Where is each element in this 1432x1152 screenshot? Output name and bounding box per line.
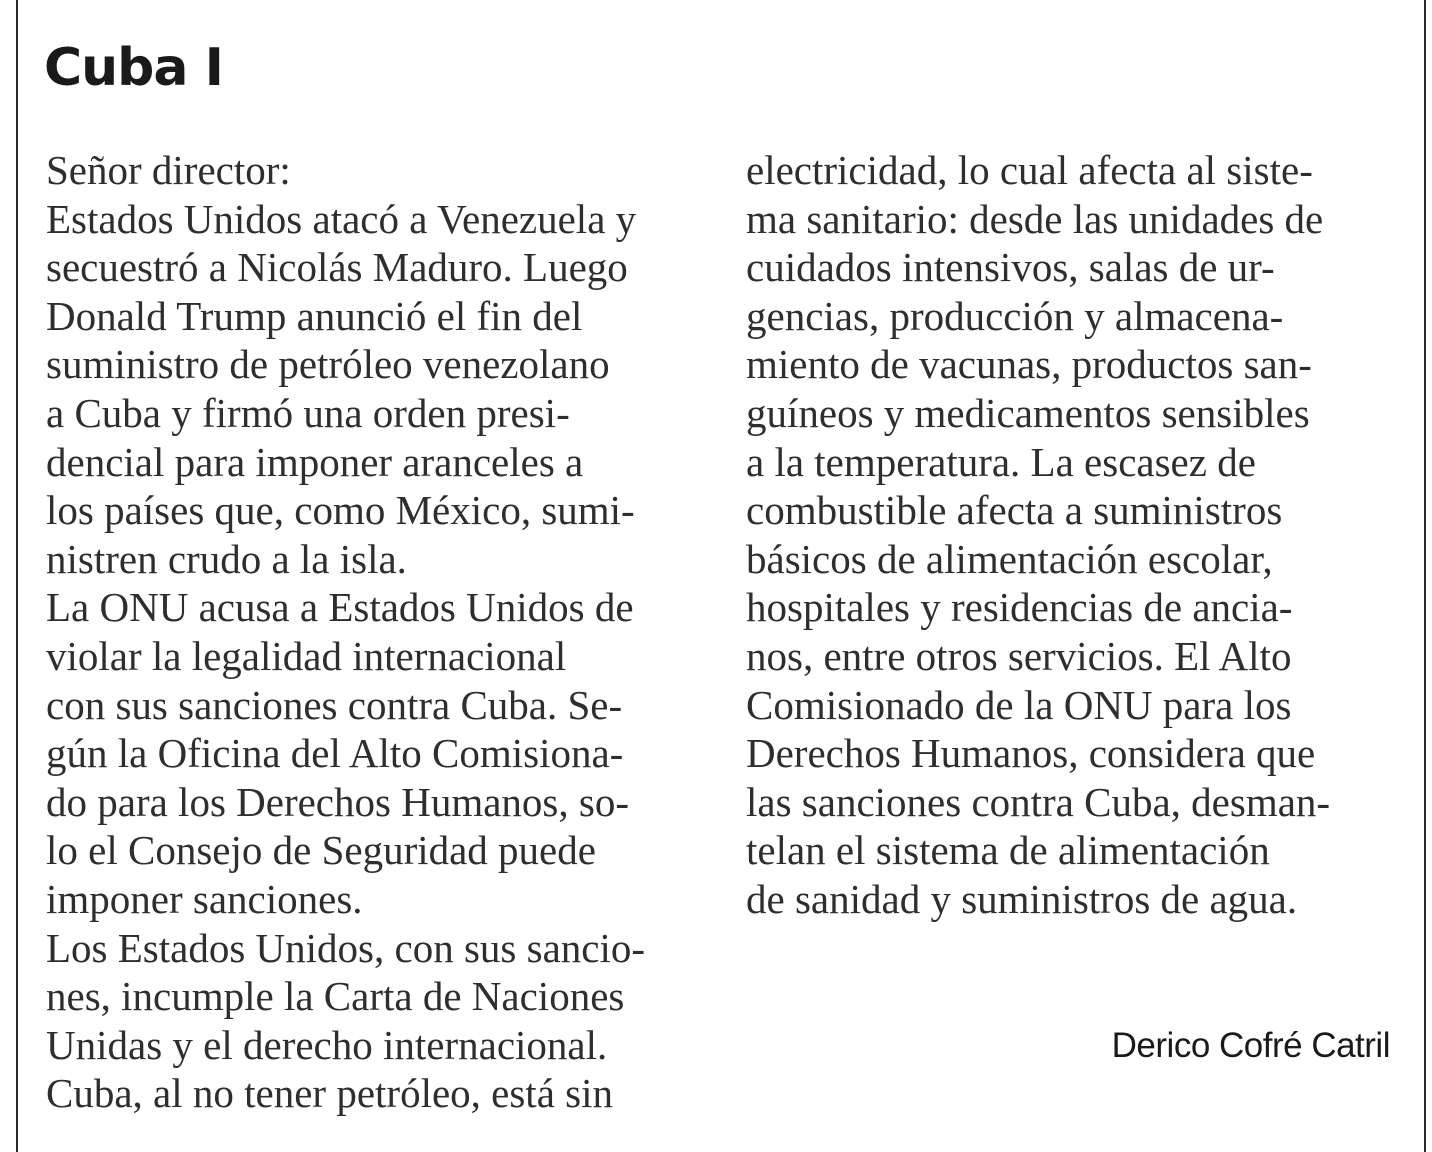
text-line: a Cuba y firmó una orden presi- (46, 389, 570, 436)
right-border-rule (1424, 0, 1426, 1152)
text-line: Cuba, al no tener petróleo, está sin (46, 1070, 613, 1117)
author-signature: Derico Cofré Catril (1111, 1026, 1390, 1065)
text-line: a la temperatura. La escasez de (746, 438, 1256, 485)
text-line: Unidas y el derecho internacional. (46, 1021, 608, 1068)
text-line: nistren crudo a la isla. (46, 535, 407, 582)
text-line: gún la Oficina del Alto Comisiona- (46, 730, 624, 777)
text-line: Donald Trump anunció el fin del (46, 292, 583, 339)
text-line: do para los Derechos Humanos, so- (46, 778, 629, 825)
text-line: dencial para imponer aranceles a (46, 438, 584, 485)
text-line: ma sanitario: desde las unidades de (746, 195, 1324, 242)
text-line: violar la legalidad internacional (46, 632, 567, 679)
text-line: combustible afecta a suministros (746, 487, 1283, 534)
text-line: imponer sanciones. (46, 875, 363, 922)
text-line: nes, incumple la Carta de Naciones (46, 973, 625, 1020)
text-line: Derechos Humanos, considera que (746, 730, 1316, 777)
text-line: guíneos y medicamentos sensibles (746, 389, 1310, 436)
text-line: nos, entre otros servicios. El Alto (746, 632, 1292, 679)
text-line: de sanidad y suministros de agua. (746, 875, 1298, 922)
text-line: Estados Unidos atacó a Venezuela y (46, 195, 637, 242)
left-border-rule (16, 0, 18, 1152)
text-line: lo el Consejo de Seguridad puede (46, 827, 596, 874)
left-text-column (46, 146, 716, 1118)
letter-title: Cuba I (44, 38, 223, 98)
text-line: Comisionado de la ONU para los (746, 681, 1292, 728)
text-line: miento de vacunas, productos san- (746, 341, 1312, 388)
text-line: Señor director: (46, 147, 291, 193)
text-line: básicos de alimentación escolar, (746, 535, 1273, 582)
text-line: gencias, producción y almacena- (746, 292, 1284, 339)
text-line: La ONU acusa a Estados Unidos de (46, 584, 634, 631)
text-line: las sanciones contra Cuba, desman- (746, 778, 1331, 825)
text-line: cuidados intensivos, salas de ur- (746, 244, 1275, 291)
text-line: suministro de petróleo venezolano (46, 341, 610, 388)
text-line: los países que, como México, sumi- (46, 487, 635, 534)
text-line: con sus sanciones contra Cuba. Se- (46, 681, 623, 728)
text-line: telan el sistema de alimentación (746, 827, 1270, 874)
text-line: electricidad, lo cual afecta al siste- (746, 147, 1313, 193)
text-line: Los Estados Unidos, con sus sancio- (46, 924, 646, 971)
right-text-column (746, 146, 1416, 924)
text-line: secuestró a Nicolás Maduro. Luego (46, 244, 628, 291)
text-line: hospitales y residencias de ancia- (746, 584, 1293, 631)
